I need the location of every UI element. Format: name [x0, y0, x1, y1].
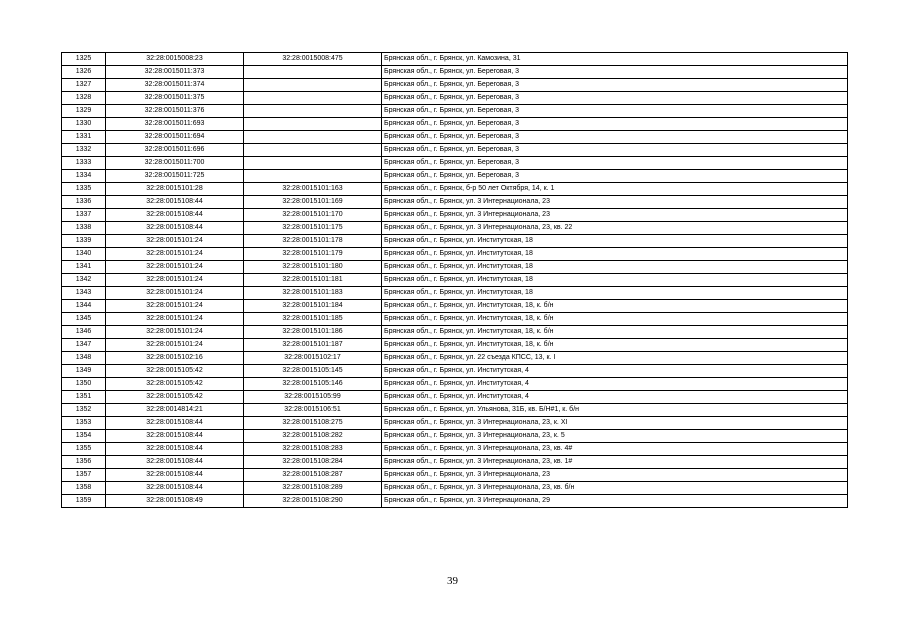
address-cell: Брянская обл., г. Брянск, ул. Камозина, 31: [382, 53, 848, 66]
parcel-cadastral-cell: 32:28:0015108:44: [106, 482, 244, 495]
table-row: [62, 430, 848, 443]
table-row: [62, 118, 848, 131]
object-cadastral-cell: [244, 144, 382, 157]
address-cell: Брянская обл., г. Брянск, ул. 3 Интернационала, 23, к. 5: [382, 430, 848, 443]
row-number-cell: 1358: [62, 482, 106, 495]
address-cell: Брянская обл., г. Брянск, ул. Институтская, 18: [382, 274, 848, 287]
row-number-cell: 1336: [62, 196, 106, 209]
address-cell: Брянская обл., г. Брянск, ул. Береговая, 3: [382, 105, 848, 118]
table-row: [62, 417, 848, 430]
address-cell: Брянская обл., г. Брянск, ул. Береговая, 3: [382, 157, 848, 170]
address-cell: Брянская обл., г. Брянск, ул. 22 съезда КПСС, 13, к. I: [382, 352, 848, 365]
table-row: [62, 352, 848, 365]
address-cell: Брянская обл., г. Брянск, б-р 50 лет Октября, 14, к. 1: [382, 183, 848, 196]
object-cadastral-cell: [244, 79, 382, 92]
row-number-cell: 1352: [62, 404, 106, 417]
table-row: [62, 495, 848, 508]
row-number-cell: 1330: [62, 118, 106, 131]
table-row: [62, 66, 848, 79]
row-number-cell: 1355: [62, 443, 106, 456]
row-number-cell: 1342: [62, 274, 106, 287]
row-number-cell: 1357: [62, 469, 106, 482]
address-cell: Брянская обл., г. Брянск, ул. Институтская, 18, к. б/н: [382, 300, 848, 313]
object-cadastral-cell: [244, 66, 382, 79]
table-row: [62, 235, 848, 248]
table-row: [62, 313, 848, 326]
address-cell: Брянская обл., г. Брянск, ул. 3 Интернационала, 29: [382, 495, 848, 508]
row-number-cell: 1349: [62, 365, 106, 378]
parcel-cadastral-cell: 32:28:0015108:44: [106, 430, 244, 443]
address-cell: Брянская обл., г. Брянск, ул. 3 Интернационала, 23, к. XI: [382, 417, 848, 430]
parcel-cadastral-cell: 32:28:0015011:700: [106, 157, 244, 170]
object-cadastral-cell: 32:28:0015108:282: [244, 430, 382, 443]
object-cadastral-cell: 32:28:0015101:179: [244, 248, 382, 261]
address-cell: Брянская обл., г. Брянск, ул. Институтская, 18, к. б/н: [382, 339, 848, 352]
table-row: [62, 300, 848, 313]
address-cell: Брянская обл., г. Брянск, ул. Институтская, 18: [382, 248, 848, 261]
parcel-cadastral-cell: 32:28:0015011:376: [106, 105, 244, 118]
row-number-cell: 1353: [62, 417, 106, 430]
parcel-cadastral-cell: 32:28:0015108:44: [106, 209, 244, 222]
address-cell: Брянская обл., г. Брянск, ул. Береговая, 3: [382, 66, 848, 79]
address-cell: Брянская обл., г. Брянск, ул. Институтская, 4: [382, 391, 848, 404]
parcel-cadastral-cell: 32:28:0015108:44: [106, 196, 244, 209]
table-row: [62, 222, 848, 235]
object-cadastral-cell: 32:28:0015101:169: [244, 196, 382, 209]
row-number-cell: 1331: [62, 131, 106, 144]
table-row: [62, 79, 848, 92]
address-cell: Брянская обл., г. Брянск, ул. Береговая, 3: [382, 92, 848, 105]
parcel-cadastral-cell: 32:28:0015011:694: [106, 131, 244, 144]
parcel-cadastral-cell: 32:28:0015101:24: [106, 339, 244, 352]
address-cell: Брянская обл., г. Брянск, ул. Береговая, 3: [382, 118, 848, 131]
address-cell: Брянская обл., г. Брянск, ул. 3 Интернационала, 23: [382, 196, 848, 209]
table-row: [62, 196, 848, 209]
row-number-cell: 1348: [62, 352, 106, 365]
parcel-cadastral-cell: 32:28:0015108:44: [106, 417, 244, 430]
object-cadastral-cell: 32:28:0015108:283: [244, 443, 382, 456]
object-cadastral-cell: [244, 92, 382, 105]
row-number-cell: 1327: [62, 79, 106, 92]
row-number-cell: 1351: [62, 391, 106, 404]
table-row: [62, 482, 848, 495]
table-row: [62, 365, 848, 378]
row-number-cell: 1343: [62, 287, 106, 300]
row-number-cell: 1325: [62, 53, 106, 66]
row-number-cell: 1359: [62, 495, 106, 508]
address-cell: Брянская обл., г. Брянск, ул. Институтская, 18: [382, 261, 848, 274]
table-row: [62, 391, 848, 404]
object-cadastral-cell: 32:28:0015105:146: [244, 378, 382, 391]
table-row: [62, 443, 848, 456]
table-row: [62, 404, 848, 417]
table-row: [62, 378, 848, 391]
address-cell: Брянская обл., г. Брянск, ул. Береговая, 3: [382, 79, 848, 92]
object-cadastral-cell: 32:28:0015008:475: [244, 53, 382, 66]
row-number-cell: 1326: [62, 66, 106, 79]
table-row: [62, 105, 848, 118]
object-cadastral-cell: 32:28:0015101:180: [244, 261, 382, 274]
page-number: 39: [447, 575, 458, 587]
address-cell: Брянская обл., г. Брянск, ул. 3 Интернационала, 23: [382, 469, 848, 482]
address-cell: Брянская обл., г. Брянск, ул. 3 Интернационала, 23, кв. 22: [382, 222, 848, 235]
row-number-cell: 1347: [62, 339, 106, 352]
object-cadastral-cell: 32:28:0015101:184: [244, 300, 382, 313]
object-cadastral-cell: 32:28:0015102:17: [244, 352, 382, 365]
parcel-cadastral-cell: 32:28:0015105:42: [106, 378, 244, 391]
table-row: [62, 274, 848, 287]
table-row: [62, 131, 848, 144]
parcel-cadastral-cell: 32:28:0015108:44: [106, 443, 244, 456]
row-number-cell: 1339: [62, 235, 106, 248]
row-number-cell: 1335: [62, 183, 106, 196]
table-row: [62, 287, 848, 300]
parcel-cadastral-cell: 32:28:0015101:28: [106, 183, 244, 196]
parcel-cadastral-cell: 32:28:0015108:44: [106, 222, 244, 235]
object-cadastral-cell: 32:28:0015101:170: [244, 209, 382, 222]
parcel-cadastral-cell: 32:28:0015101:24: [106, 313, 244, 326]
row-number-cell: 1356: [62, 456, 106, 469]
object-cadastral-cell: 32:28:0015101:183: [244, 287, 382, 300]
object-cadastral-cell: 32:28:0015105:99: [244, 391, 382, 404]
parcel-cadastral-cell: 32:28:0014814:21: [106, 404, 244, 417]
table-row: [62, 248, 848, 261]
address-cell: Брянская обл., г. Брянск, ул. Береговая, 3: [382, 131, 848, 144]
table-row: [62, 469, 848, 482]
row-number-cell: 1333: [62, 157, 106, 170]
cadastral-table: [61, 52, 848, 508]
parcel-cadastral-cell: 32:28:0015108:44: [106, 456, 244, 469]
parcel-cadastral-cell: 32:28:0015011:696: [106, 144, 244, 157]
object-cadastral-cell: 32:28:0015108:289: [244, 482, 382, 495]
object-cadastral-cell: 32:28:0015108:284: [244, 456, 382, 469]
parcel-cadastral-cell: 32:28:0015101:24: [106, 326, 244, 339]
address-cell: Брянская обл., г. Брянск, ул. Ульянова, 31Б, кв. Б/Н#1, к. б/н: [382, 404, 848, 417]
row-number-cell: 1338: [62, 222, 106, 235]
row-number-cell: 1354: [62, 430, 106, 443]
object-cadastral-cell: 32:28:0015101:185: [244, 313, 382, 326]
object-cadastral-cell: 32:28:0015101:178: [244, 235, 382, 248]
address-cell: Брянская обл., г. Брянск, ул. Береговая, 3: [382, 144, 848, 157]
address-cell: Брянская обл., г. Брянск, ул. Институтская, 18, к. б/н: [382, 326, 848, 339]
object-cadastral-cell: [244, 105, 382, 118]
parcel-cadastral-cell: 32:28:0015101:24: [106, 274, 244, 287]
object-cadastral-cell: 32:28:0015108:287: [244, 469, 382, 482]
object-cadastral-cell: 32:28:0015108:290: [244, 495, 382, 508]
row-number-cell: 1328: [62, 92, 106, 105]
object-cadastral-cell: 32:28:0015106:51: [244, 404, 382, 417]
table-row: [62, 339, 848, 352]
parcel-cadastral-cell: 32:28:0015101:24: [106, 235, 244, 248]
row-number-cell: 1334: [62, 170, 106, 183]
parcel-cadastral-cell: 32:28:0015101:24: [106, 287, 244, 300]
object-cadastral-cell: 32:28:0015101:186: [244, 326, 382, 339]
table-body: [62, 53, 848, 508]
table-row: [62, 209, 848, 222]
table-row: [62, 53, 848, 66]
table-row: [62, 261, 848, 274]
table-row: [62, 170, 848, 183]
table-row: [62, 326, 848, 339]
parcel-cadastral-cell: 32:28:0015011:374: [106, 79, 244, 92]
parcel-cadastral-cell: 32:28:0015102:16: [106, 352, 244, 365]
row-number-cell: 1341: [62, 261, 106, 274]
row-number-cell: 1350: [62, 378, 106, 391]
table-row: [62, 92, 848, 105]
object-cadastral-cell: 32:28:0015101:187: [244, 339, 382, 352]
address-cell: Брянская обл., г. Брянск, ул. Институтская, 18: [382, 287, 848, 300]
address-cell: Брянская обл., г. Брянск, ул. Институтская, 4: [382, 378, 848, 391]
row-number-cell: 1340: [62, 248, 106, 261]
row-number-cell: 1332: [62, 144, 106, 157]
parcel-cadastral-cell: 32:28:0015011:725: [106, 170, 244, 183]
address-cell: Брянская обл., г. Брянск, ул. 3 Интернационала, 23, кв. б/н: [382, 482, 848, 495]
parcel-cadastral-cell: 32:28:0015011:693: [106, 118, 244, 131]
object-cadastral-cell: 32:28:0015101:181: [244, 274, 382, 287]
row-number-cell: 1329: [62, 105, 106, 118]
parcel-cadastral-cell: 32:28:0015011:375: [106, 92, 244, 105]
row-number-cell: 1346: [62, 326, 106, 339]
object-cadastral-cell: [244, 131, 382, 144]
object-cadastral-cell: 32:28:0015101:175: [244, 222, 382, 235]
object-cadastral-cell: 32:28:0015108:275: [244, 417, 382, 430]
address-cell: Брянская обл., г. Брянск, ул. 3 Интернационала, 23, кв. 4#: [382, 443, 848, 456]
parcel-cadastral-cell: 32:28:0015108:49: [106, 495, 244, 508]
parcel-cadastral-cell: 32:28:0015101:24: [106, 300, 244, 313]
address-cell: Брянская обл., г. Брянск, ул. 3 Интернационала, 23: [382, 209, 848, 222]
address-cell: Брянская обл., г. Брянск, ул. Институтская, 4: [382, 365, 848, 378]
parcel-cadastral-cell: 32:28:0015101:24: [106, 261, 244, 274]
object-cadastral-cell: [244, 118, 382, 131]
parcel-cadastral-cell: 32:28:0015101:24: [106, 248, 244, 261]
parcel-cadastral-cell: 32:28:0015105:42: [106, 365, 244, 378]
address-cell: Брянская обл., г. Брянск, ул. Береговая, 3: [382, 170, 848, 183]
table-row: [62, 456, 848, 469]
object-cadastral-cell: 32:28:0015101:163: [244, 183, 382, 196]
object-cadastral-cell: [244, 157, 382, 170]
object-cadastral-cell: [244, 170, 382, 183]
address-cell: Брянская обл., г. Брянск, ул. 3 Интернационала, 23, кв. 1#: [382, 456, 848, 469]
parcel-cadastral-cell: 32:28:0015105:42: [106, 391, 244, 404]
address-cell: Брянская обл., г. Брянск, ул. Институтская, 18, к. б/н: [382, 313, 848, 326]
parcel-cadastral-cell: 32:28:0015108:44: [106, 469, 244, 482]
object-cadastral-cell: 32:28:0015105:145: [244, 365, 382, 378]
table-row: [62, 157, 848, 170]
table-row: [62, 183, 848, 196]
row-number-cell: 1345: [62, 313, 106, 326]
row-number-cell: 1344: [62, 300, 106, 313]
row-number-cell: 1337: [62, 209, 106, 222]
table-row: [62, 144, 848, 157]
address-cell: Брянская обл., г. Брянск, ул. Институтская, 18: [382, 235, 848, 248]
parcel-cadastral-cell: 32:28:0015008:23: [106, 53, 244, 66]
parcel-cadastral-cell: 32:28:0015011:373: [106, 66, 244, 79]
